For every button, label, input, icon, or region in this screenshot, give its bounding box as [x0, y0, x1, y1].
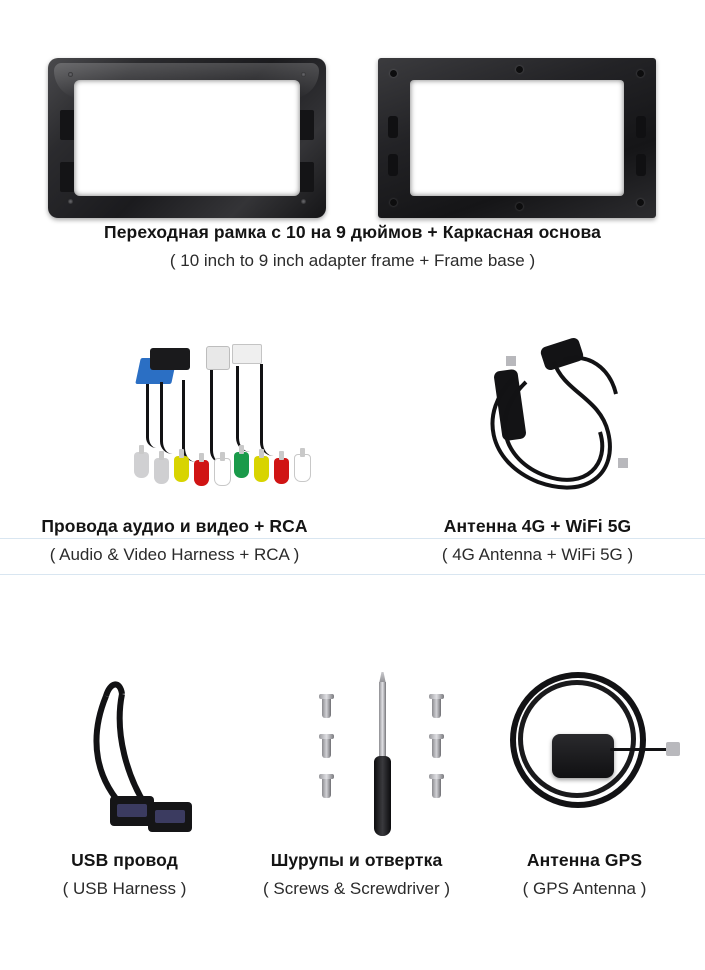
wire	[210, 370, 237, 464]
gps-lead	[610, 748, 668, 751]
white-connector	[232, 344, 262, 364]
screws-screwdriver-photo	[300, 660, 480, 845]
gps-connector	[666, 742, 680, 756]
frame-tab	[60, 162, 76, 192]
frames-image-row	[0, 28, 705, 198]
caption-en: ( USB Harness )	[62, 878, 187, 898]
screwdriver-handle	[374, 756, 391, 836]
frame-slot	[388, 154, 398, 176]
screw-hole	[301, 199, 306, 204]
screw	[322, 774, 331, 798]
screw	[322, 694, 331, 718]
caption-en: ( Audio & Video Harness + RCA )	[49, 544, 300, 564]
rca-connector	[194, 460, 209, 486]
rca-connector	[174, 456, 189, 482]
frame-slot	[636, 116, 646, 138]
screw-hole	[68, 72, 73, 77]
caption-adapter-frame	[0, 222, 705, 272]
section-frames	[0, 0, 705, 300]
gps-antenna-photo	[500, 662, 680, 842]
caption-gps-antenna	[232, 850, 705, 900]
caption-ru: Переходная рамка с 10 на 9 дюймов + Каркасная основа	[104, 222, 601, 242]
black-connector	[150, 348, 190, 370]
caption-en: ( 10 inch to 9 inch adapter frame + Frame base )	[169, 250, 536, 270]
usb-port	[148, 802, 192, 832]
screw	[322, 734, 331, 758]
caption-ru: Провода аудио и видео + RCA	[41, 516, 308, 536]
frame-base-photo	[378, 58, 656, 218]
frame-slot	[388, 116, 398, 138]
scan-hairline	[0, 574, 705, 575]
mount-hole	[390, 70, 397, 77]
caption-antenna-4g-wifi	[185, 516, 705, 566]
caption-en: ( GPS Antenna )	[522, 878, 647, 898]
wire	[260, 364, 287, 456]
gps-receiver	[552, 734, 614, 778]
usb-harness-photo	[70, 670, 230, 840]
scan-hairline	[0, 538, 705, 539]
screwdriver-shaft	[379, 682, 386, 760]
adapter-frame-photo	[48, 58, 326, 218]
frame-tab	[298, 162, 314, 192]
rca-connector	[214, 458, 231, 486]
antenna-4g-wifi-photo	[468, 332, 658, 512]
antenna-cable	[468, 332, 658, 512]
wire	[182, 380, 211, 462]
screw-hole	[68, 199, 73, 204]
mount-hole	[516, 203, 523, 210]
screw-hole	[301, 72, 306, 77]
screw	[432, 774, 441, 798]
mount-hole	[637, 199, 644, 206]
mount-hole	[390, 199, 397, 206]
rca-connector	[274, 458, 289, 484]
mount-hole	[516, 66, 523, 73]
caption-ru: Шурупы и отвертка	[270, 850, 443, 870]
mount-hole	[637, 70, 644, 77]
wire	[146, 384, 167, 448]
rca-connector	[234, 452, 249, 478]
gloss-highlight	[54, 63, 319, 99]
rca-connector	[134, 452, 149, 478]
caption-ru: Антенна 4G + WiFi 5G	[443, 516, 632, 536]
section-harness-antenna	[0, 320, 705, 620]
rca-connector	[254, 456, 269, 482]
caption-en: ( Screws & Screwdriver )	[262, 878, 451, 898]
frame-tab	[298, 110, 314, 140]
frame-tab	[60, 110, 76, 140]
rca-connector	[154, 458, 169, 484]
rca-connector	[294, 454, 311, 482]
caption-ru: Антенна GPS	[526, 850, 643, 870]
caption-ru: USB провод	[71, 850, 178, 870]
white-connector	[206, 346, 230, 370]
caption-en: ( 4G Antenna + WiFi 5G )	[441, 544, 634, 564]
section-accessories	[0, 650, 705, 950]
screw	[432, 734, 441, 758]
screw	[432, 694, 441, 718]
frame-slot	[636, 154, 646, 176]
audio-video-harness-photo	[110, 340, 330, 510]
